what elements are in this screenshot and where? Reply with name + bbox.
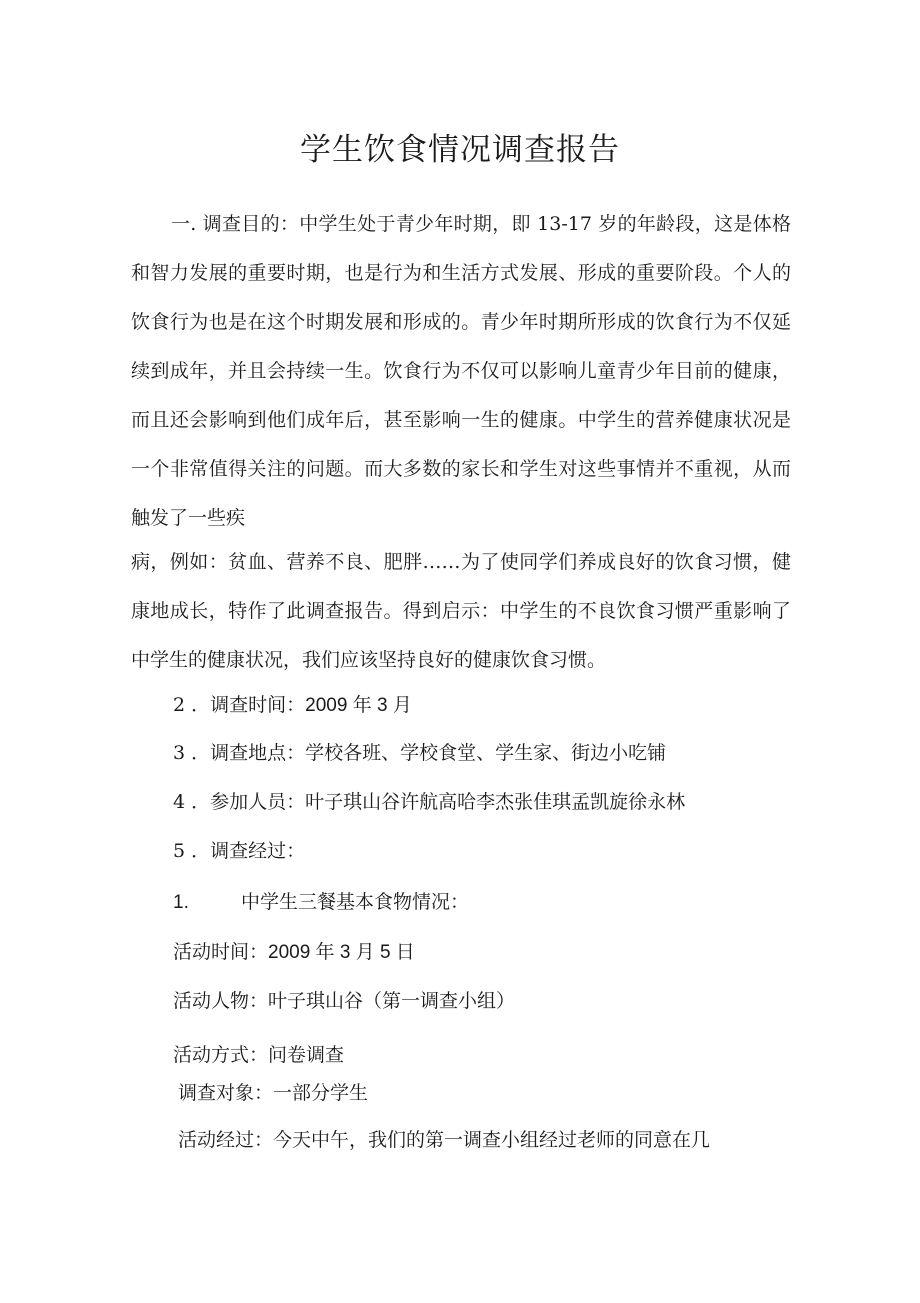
field-value: 2009 年 3 月 5 日 bbox=[268, 942, 415, 963]
item-number: 3 bbox=[173, 742, 186, 764]
item-label: ．调查经过： bbox=[191, 840, 306, 862]
survey-time-line bbox=[173, 690, 412, 721]
survey-place-line bbox=[173, 738, 666, 768]
activity-time-line bbox=[173, 937, 415, 968]
activity-mode-line bbox=[173, 1040, 344, 1070]
purpose-continuation: 病，例如：贫血、营养不良、肥胖……为了使同学们养成良好的饮食习惯，健康地成长，特作了此调查报告。得到启示：中学生的不良饮食习惯严重影响了中学生的健康状况，我们应该坚持良好的健康饮食习惯。 bbox=[131, 551, 791, 671]
subsection-heading bbox=[173, 887, 469, 918]
field-label: 调查对象： bbox=[178, 1082, 274, 1104]
participants-line bbox=[173, 787, 685, 817]
item-label: ．调查地点： bbox=[191, 742, 306, 764]
item-number: 2 bbox=[173, 694, 186, 716]
activity-person-line bbox=[173, 986, 515, 1016]
purpose-body: 中学生处于青少年时期，即 13-17 岁的年龄段，这是体格和智力发展的重要时期，也是行为和生活方式发展、形成的重要阶段。个人的饮食行为也是在这个时期发展和形成的。青少年时期所形成的饮食行为不仅延续到成年，并且会持续一生。饮食行为不仅可以影响儿童青少年目前的健康，而且还会影响到他们成年后，甚至影响一生的健康。中学生的营养健康状况是一个非常值得关注的问题。而大多数的家长和学生对这些事情并不重视，从而触发了一些疾 bbox=[131, 213, 791, 529]
field-label: 活动经过： bbox=[178, 1129, 274, 1151]
item-number: 4 bbox=[173, 791, 186, 813]
field-label: 活动时间： bbox=[173, 941, 269, 963]
activity-process-line bbox=[178, 1125, 710, 1155]
purpose-paragraph bbox=[131, 200, 791, 543]
item-value: 2009 年 3 月 bbox=[305, 695, 412, 716]
survey-target-line bbox=[178, 1078, 368, 1108]
purpose-heading: 一. 调查目的： bbox=[171, 213, 300, 235]
item-value: 叶子琪山谷许航高哈李杰张佳琪孟凯旋徐永林 bbox=[305, 791, 686, 813]
page-title: 学生饮食情况调查报告 bbox=[300, 132, 620, 168]
field-value: 一部分学生 bbox=[273, 1082, 369, 1104]
field-value: 今天中午，我们的第一调查小组经过老师的同意在几 bbox=[273, 1129, 711, 1151]
field-label: 活动人物： bbox=[173, 990, 269, 1012]
field-label: 活动方式： bbox=[173, 1044, 269, 1066]
item-label: ．参加人员： bbox=[191, 791, 306, 813]
field-value: 问卷调查 bbox=[268, 1044, 345, 1066]
survey-process-line bbox=[173, 836, 305, 866]
item-value: 学校各班、学校食堂、学生家、街边小吃铺 bbox=[305, 742, 667, 764]
subsection-title: 中学生三餐基本食物情况： bbox=[241, 891, 470, 913]
item-label: ．调查时间： bbox=[191, 694, 306, 716]
subsection-number: 1. bbox=[173, 892, 189, 913]
field-value: 叶子琪山谷（第一调查小组） bbox=[268, 990, 516, 1012]
item-number: 5 bbox=[173, 840, 186, 862]
